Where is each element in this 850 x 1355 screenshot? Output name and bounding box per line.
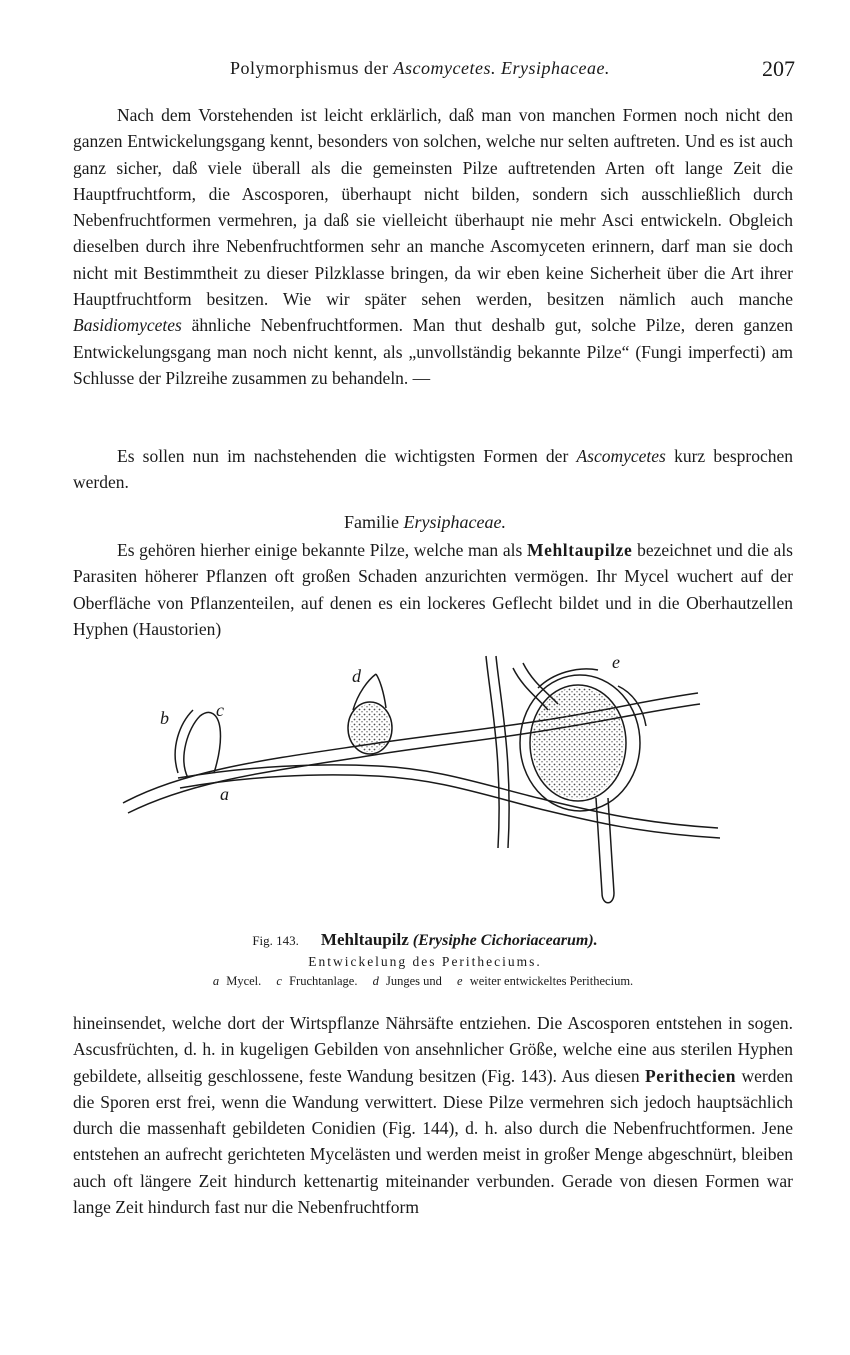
paragraph-1: Nach dem Vorstehenden ist leicht erklärlich, daß man von manchen Formen noch nicht den ganzen Entwickelungsgang kennt, besonders von solchen, welche nur selten auftreten. Und es ist auch ganz sicher, daß viele überall als die gemeinsten Pilze auftretenden Arten oft lange Zeit die Hauptfruchtform, die Ascosporen, überhaupt nicht bilden, sondern sich ausschließlich durch Nebenfruchtformen vermehren, ja daß sie vielleicht überhaupt nie mehr Asci entwickeln. Obgleich dieselben durch ihre Nebenfruchtformen sehr an manche Ascomyceten erinnern, darf man sie doch nicht mit Bestimmtheit zu dieser Pilzklasse bringen, da wir eben keine Sicherheit über die Art ihrer Hauptfruchtform besitzen. Wie wir später sehen werden, besitzen nämlich auch manche Basidiomycetes ähnliche Nebenfruchtformen. Man thut deshalb gut, solche Pilze, deren ganzen Entwickelungsgang man noch nicht kennt, als „unvollständig bekannte Pilze“ (Fungi imperfecti) am Schlusse der Pilzreihe zusammen zu behandeln. —	[73, 105, 793, 388]
mycel-hypha-branch-edge	[496, 656, 509, 848]
mycelium-drawing	[118, 648, 738, 920]
family-heading: Familie Erysiphaceae.	[344, 512, 506, 532]
figure-caption-title: Fig. 143. Mehltaupilz (Erysiphe Cichoriacearum).	[252, 930, 598, 949]
fruit-anlage-c	[184, 712, 221, 778]
label-d: d	[352, 666, 361, 686]
page-number: 207	[762, 56, 795, 81]
label-b: b	[160, 708, 169, 728]
paragraph-3: Es gehören hierher einige bekannte Pilze, welche man als Mehltaupilze bezeichnet und die als Parasiten höherer Pflanzen oft großen Schaden anzurichten vermögen. Ihr Mycel wuchert auf der Oberfläche von Pflanzenteilen, auf denen es ein lockeres Geflecht bildet und in die Oberhautzellen Hyphen (Haustorien)	[73, 540, 793, 639]
figure-caption-subtitle: Entwickelung des Peritheciums.	[308, 954, 542, 969]
figure-143-illustration	[118, 648, 738, 920]
paragraph-4: hineinsendet, welche dort der Wirtspflanze Nährsäfte entziehen. Die Ascosporen entstehen in sogen. Ascusfrüchten, d. h. in kugeligen Gebilden von ansehnlicher Größe, welche eine aus sterilen Hyphen gebildete, allseitig geschlossene, feste Wandung besitzen (Fig. 143). Aus diesen Perithecien werden die Sporen erst frei, wenn die Wandung verwittert. Diese Pilze vermehren sich jedoch hauptsächlich durch die massenhaft gebildeten Conidien (Fig. 144), d. h. also durch die Nebenfruchtformen. Jene entstehen an aufrecht gerichteten Mycelästen und werden meist in großer Menge abgeschnürt, bleiben auch oft längere Zeit hindurch kettenartig miteinander verbunden. Gerade von diesen Formen war lange Zeit hindurch fast nur die Nebenfruchtform	[73, 1013, 794, 1218]
paragraph-2: Es sollen nun im nachstehenden die wichtigsten Formen der Ascomycetes kurz besprochen werden.	[73, 446, 794, 493]
mycel-hypha-lower-edge	[180, 775, 720, 838]
label-a: a	[220, 784, 229, 804]
figure-caption-legend: a Mycel. c Fruchtanlage. d Junges und e weiter entwickeltes Perithecium.	[212, 974, 634, 988]
running-head: Polymorphismus der Ascomycetes. Erysiphaceae.	[230, 58, 610, 78]
label-e: e	[612, 652, 620, 672]
label-c: c	[216, 700, 224, 720]
mycel-hypha-branch	[486, 656, 499, 848]
page-header	[70, 58, 795, 84]
